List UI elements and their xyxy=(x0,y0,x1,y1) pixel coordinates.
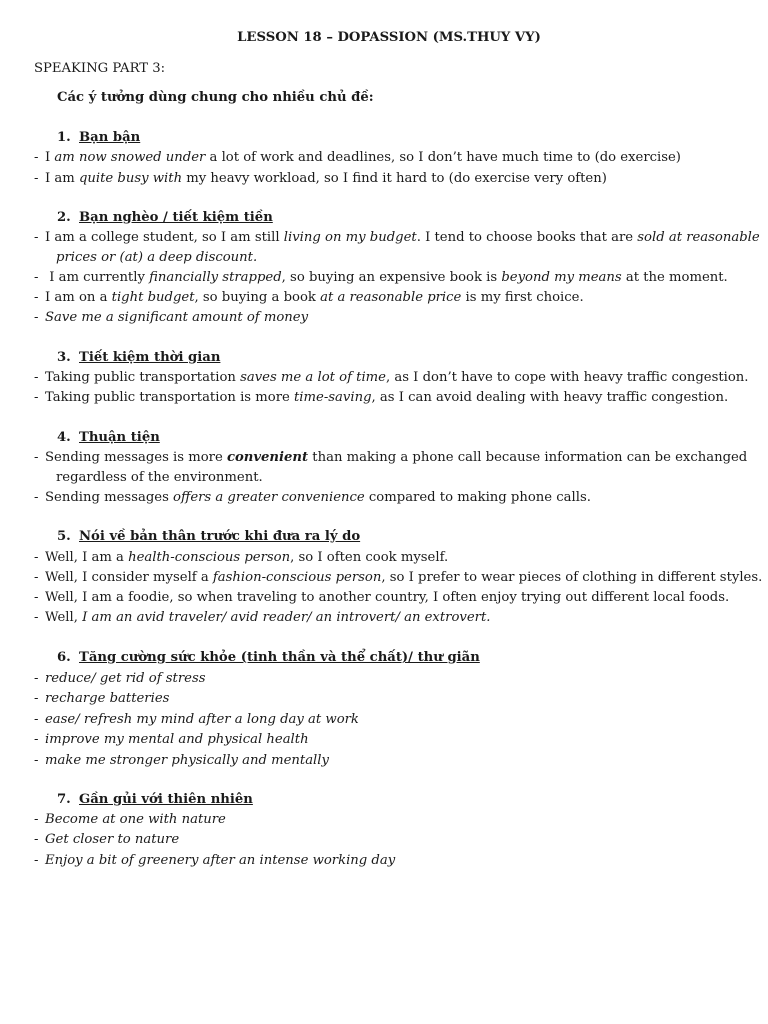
list-item: - improve my mental and physical health xyxy=(34,732,309,747)
text-run: Sending messages is more xyxy=(45,450,227,465)
section-number: 6. xyxy=(57,650,71,665)
list-item: - Well, I am a foodie, so when traveling to another country, I often enjoy trying out different local foods. xyxy=(34,590,730,605)
text-run: quite busy with xyxy=(78,171,183,186)
text-run: improve my mental and physical health xyxy=(45,732,309,747)
text-run: I am an avid traveler/ avid reader/ an introvert/ an extrovert. xyxy=(82,610,491,625)
list-item: - I am a college student, so I am still living on my budget. I tend to choose books that are sold at reasonable xyxy=(34,230,760,245)
text-run: than making a phone call because information can be exchanged xyxy=(308,450,748,465)
text-run: tight budget xyxy=(111,290,195,305)
list-item: - I am on a tight budget, so buying a book at a reasonable price is my first choice. xyxy=(34,290,584,305)
text-run: my heavy workload, so I find it hard to (do exercise very often) xyxy=(182,171,607,186)
section-title: Bạn nghèo / tiết kiệm tiền xyxy=(79,210,273,225)
text-run: financially strapped xyxy=(149,270,282,285)
text-run: , as I don’t have to cope with heavy traffic congestion. xyxy=(385,370,749,385)
text-run: I am a college student, so I am still xyxy=(45,230,284,245)
text-run: am now snowed under xyxy=(54,150,206,165)
text-run: at the moment. xyxy=(621,270,728,285)
list-item-continuation xyxy=(56,250,257,265)
section-6-heading xyxy=(57,650,480,665)
text-run: Enjoy a bit of greenery after an intense working day xyxy=(45,853,396,868)
section-number: 3. xyxy=(57,350,71,365)
text-run: convenient xyxy=(226,450,309,465)
text-run: Get closer to nature xyxy=(45,832,180,847)
list-item: - Save me a significant amount of money xyxy=(34,310,309,325)
list-item: - ease/ refresh my mind after a long day at work xyxy=(34,712,359,727)
text-run: ease/ refresh my mind after a long day at work xyxy=(45,712,359,727)
text-run: I am currently xyxy=(45,270,150,285)
text-run: compared to making phone calls. xyxy=(364,490,591,505)
text-run: , so buying a book xyxy=(194,290,321,305)
section-number: 2. xyxy=(57,210,71,225)
lesson-title: LESSON 18 – DOPASSION (MS.THUY VY) xyxy=(237,30,541,45)
section-3-heading xyxy=(57,350,220,365)
list-item: - Taking public transportation is more time-saving, as I can avoid dealing with heavy traffic congestion. xyxy=(34,390,729,405)
text-run: Taking public transportation is more xyxy=(45,390,294,405)
text-run: a lot of work and deadlines, so I don’t have much time to (do exercise) xyxy=(205,150,681,165)
text-run: offers a greater convenience xyxy=(173,490,365,505)
list-item-continuation xyxy=(56,470,263,485)
section-7-heading xyxy=(57,792,253,807)
list-item: - Become at one with nature xyxy=(34,812,226,827)
text-run: Taking public transportation xyxy=(45,370,241,385)
list-item: - I am currently financially strapped, so buying an expensive book is beyond my means at the moment. xyxy=(34,270,728,285)
section-title: Gần gủi với thiên nhiên xyxy=(79,792,253,807)
text-run: , so I often cook myself. xyxy=(290,550,449,565)
text-run: time-saving xyxy=(294,390,372,405)
text-run: Sending messages xyxy=(45,490,174,505)
list-item: - I am quite busy with my heavy workload, so I find it hard to (do exercise very often) xyxy=(34,171,607,186)
text-run: reduce/ get rid of stress xyxy=(45,671,206,686)
text-run: prices or (at) a deep discount. xyxy=(56,250,258,265)
list-item: - recharge batteries xyxy=(34,691,170,706)
text-run: health-conscious person xyxy=(128,550,291,565)
text-run: at a reasonable price xyxy=(320,290,462,305)
section-title: Tăng cường sức khỏe (tinh thần và thể chất)/ thư giãn xyxy=(79,650,480,665)
speaking-part-label: SPEAKING PART 3: xyxy=(34,61,166,76)
text-run: , so I prefer to wear pieces of clothing in different styles. xyxy=(381,570,763,585)
text-run: fashion-conscious person xyxy=(212,570,382,585)
list-item: - Well, I am a health-conscious person, so I often cook myself. xyxy=(34,550,449,565)
text-run: Well, I am a xyxy=(45,550,129,565)
section-number: 7. xyxy=(57,792,71,807)
list-item: - Taking public transportation saves me a lot of time, as I don’t have to cope with heavy traffic congestion. xyxy=(34,370,749,385)
text-run: , so buying an expensive book is xyxy=(281,270,502,285)
text-run: Well, I consider myself a xyxy=(45,570,213,585)
section-1-heading xyxy=(57,130,140,145)
text-run: Become at one with nature xyxy=(45,812,226,827)
text-run: I am xyxy=(45,171,79,186)
section-number: 1. xyxy=(57,130,71,145)
list-item: - I am now snowed under a lot of work and deadlines, so I don’t have much time to (do exercise) xyxy=(34,150,681,165)
text-run: saves me a lot of time xyxy=(240,370,386,385)
text-run: Well, I am a foodie, so when traveling to another country, I often enjoy trying out different local foods. xyxy=(45,590,730,605)
section-number: 4. xyxy=(57,430,71,445)
list-item: - Sending messages is more convenient than making a phone call because information can be exchanged xyxy=(34,450,748,465)
list-item: - Well, I am an avid traveler/ avid reader/ an introvert/ an extrovert. xyxy=(34,610,491,625)
text-run: sold at reasonable xyxy=(637,230,760,245)
list-item: - Get closer to nature xyxy=(34,832,180,847)
intro-heading: Các ý tưởng dùng chung cho nhiều chủ đề: xyxy=(57,90,374,105)
section-5-heading xyxy=(57,529,360,544)
section-2-heading xyxy=(57,210,273,225)
list-item: - Sending messages offers a greater convenience compared to making phone calls. xyxy=(34,490,591,505)
text-run: , as I can avoid dealing with heavy traffic congestion. xyxy=(371,390,729,405)
text-run: Save me a significant amount of money xyxy=(45,310,309,325)
section-title: Nói về bản thân trước khi đưa ra lý do xyxy=(79,529,361,544)
list-item: - reduce/ get rid of stress xyxy=(34,671,206,686)
section-title: Thuận tiện xyxy=(79,430,160,445)
text-run: I am on a xyxy=(45,290,112,305)
section-title: Bạn bận xyxy=(79,130,141,145)
section-title: Tiết kiệm thời gian xyxy=(79,350,221,365)
list-item: - make me stronger physically and mentally xyxy=(34,753,329,768)
section-4-heading xyxy=(57,430,160,445)
text-run: recharge batteries xyxy=(45,691,170,706)
text-run: I xyxy=(45,150,55,165)
text-run: beyond my means xyxy=(501,270,622,285)
list-item: - Well, I consider myself a fashion-conscious person, so I prefer to wear pieces of clothing in different styles. xyxy=(34,570,763,585)
text-run: make me stronger physically and mentally xyxy=(45,753,329,768)
text-run: is my first choice. xyxy=(461,290,584,305)
list-item: - Enjoy a bit of greenery after an intense working day xyxy=(34,853,396,868)
text-run: living on my budget xyxy=(283,230,417,245)
text-run: Well, xyxy=(45,610,83,625)
section-number: 5. xyxy=(57,529,71,544)
text-run: regardless of the environment. xyxy=(56,470,263,485)
text-run: . I tend to choose books that are xyxy=(416,230,638,245)
